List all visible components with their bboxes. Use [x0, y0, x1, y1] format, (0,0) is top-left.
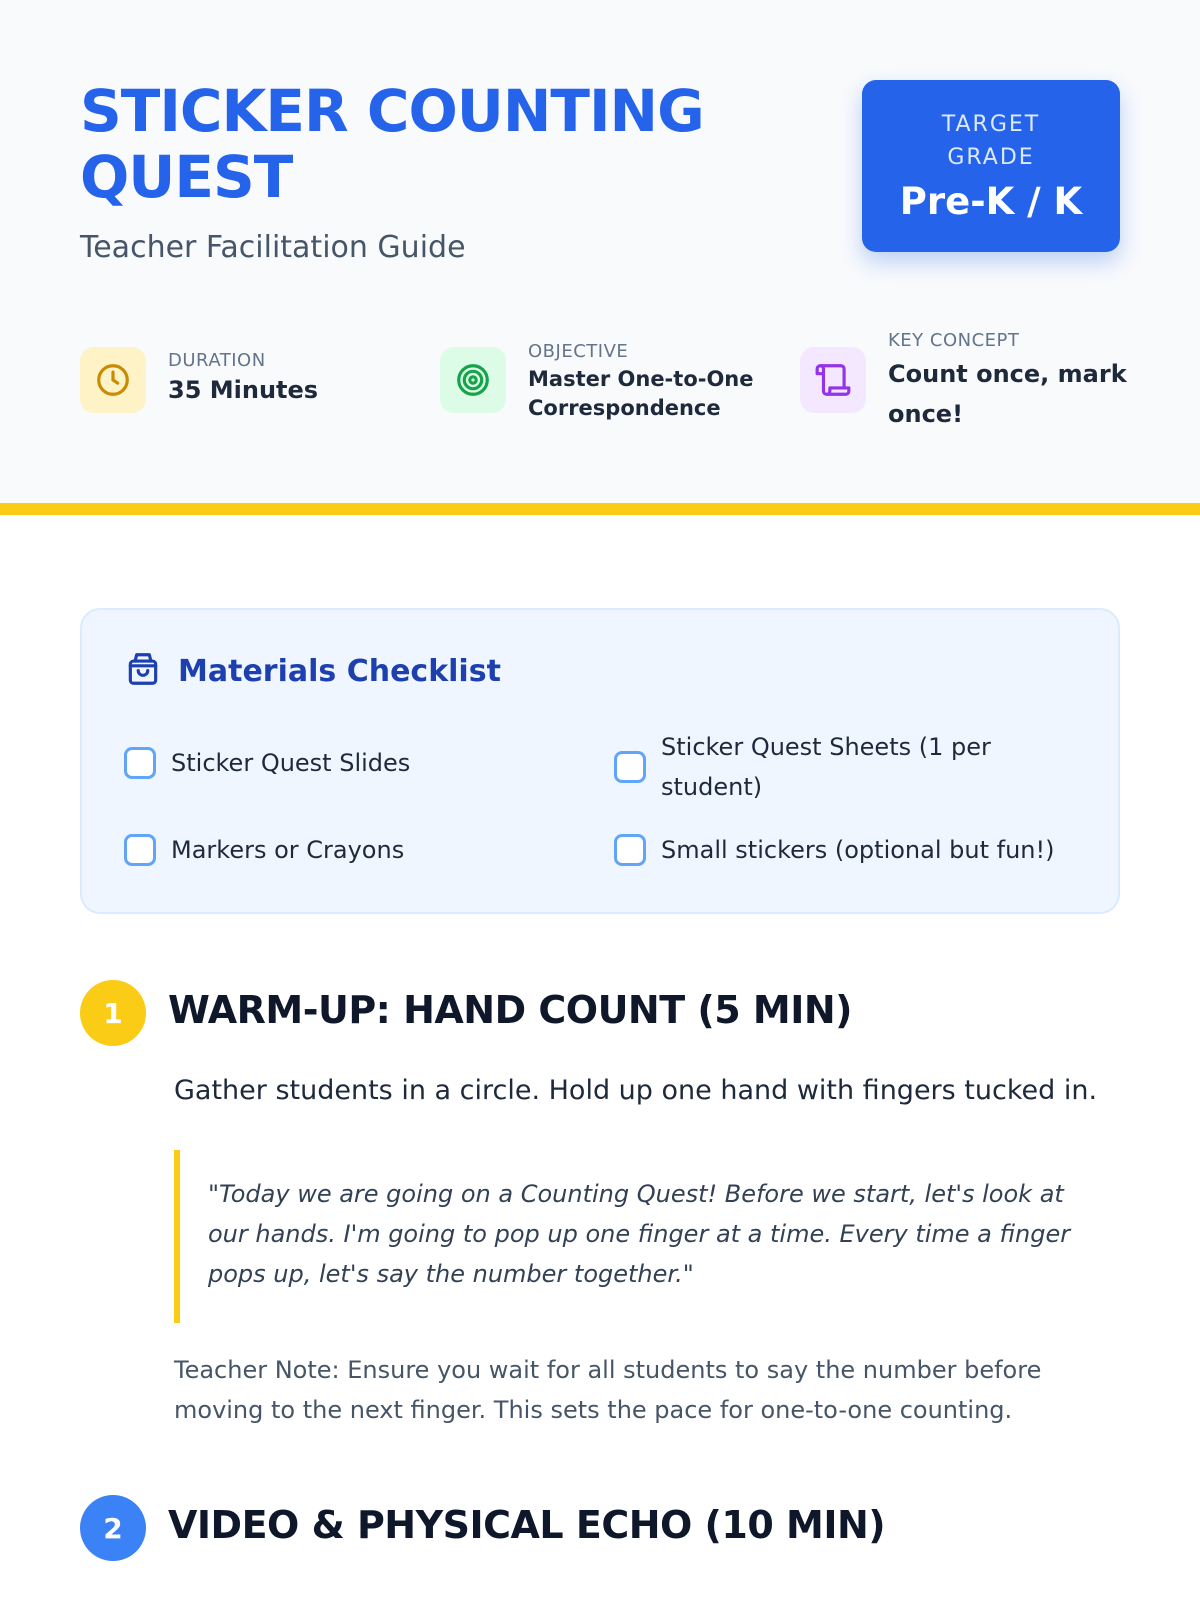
checklist-item[interactable]	[614, 830, 1054, 870]
meta-label: KEY CONCEPT	[888, 330, 1020, 351]
step-instruction: Gather students in a circle. Hold up one hand with fingers tucked in.	[174, 1075, 1098, 1106]
materials-checklist	[80, 608, 1120, 914]
teacher-script-quote: "Today we are going on a Counting Quest! Before we start, let's look at our hands. I'm going to pop up one finger at a time. Every time a finger pops up, let's say the number together."	[174, 1150, 1074, 1323]
meta-value: Count once, mark once!	[888, 360, 1127, 428]
meta-value: Master One-to-One Correspondence	[528, 367, 754, 420]
materials-title: Materials Checklist	[178, 653, 501, 689]
meta-label: OBJECTIVE	[528, 341, 629, 362]
checkbox[interactable]	[124, 834, 156, 866]
checkbox[interactable]	[124, 747, 156, 779]
step-title: WARM-UP: HAND COUNT (5 MIN)	[168, 988, 853, 1032]
checklist-item-label: Small stickers (optional but fun!)	[661, 836, 1055, 864]
grade-label: TARGET GRADE	[941, 112, 1041, 170]
shopping-bag-icon	[124, 650, 162, 692]
teacher-note: Teacher Note: Ensure you wait for all students to say the number before moving to the next finger. This sets the pace for one-to-one counting.	[174, 1356, 1042, 1424]
checklist-item-label: Markers or Crayons	[171, 836, 405, 864]
checklist-item-label: Sticker Quest Slides	[171, 749, 411, 777]
checklist-item[interactable]	[614, 727, 1054, 807]
meta-label: DURATION	[168, 350, 266, 371]
step-number-badge: 2	[80, 1495, 146, 1561]
scroll-icon	[800, 347, 866, 413]
page-subtitle: Teacher Facilitation Guide	[80, 230, 466, 265]
clock-icon	[80, 347, 146, 413]
step-title: VIDEO & PHYSICAL ECHO (10 MIN)	[168, 1503, 886, 1547]
target-icon	[440, 347, 506, 413]
step-number-badge: 1	[80, 980, 146, 1046]
checklist-item[interactable]	[124, 830, 404, 870]
checkbox[interactable]	[614, 751, 646, 783]
page-title: STICKER COUNTING QUEST	[80, 77, 704, 211]
checklist-item-label: Sticker Quest Sheets (1 per student)	[661, 733, 991, 801]
target-grade-badge	[862, 80, 1120, 252]
grade-value: Pre-K / K	[899, 180, 1083, 223]
checkbox[interactable]	[614, 834, 646, 866]
checklist-item[interactable]	[124, 743, 410, 783]
page-header	[0, 0, 1200, 515]
meta-value: 35 Minutes	[168, 376, 319, 404]
